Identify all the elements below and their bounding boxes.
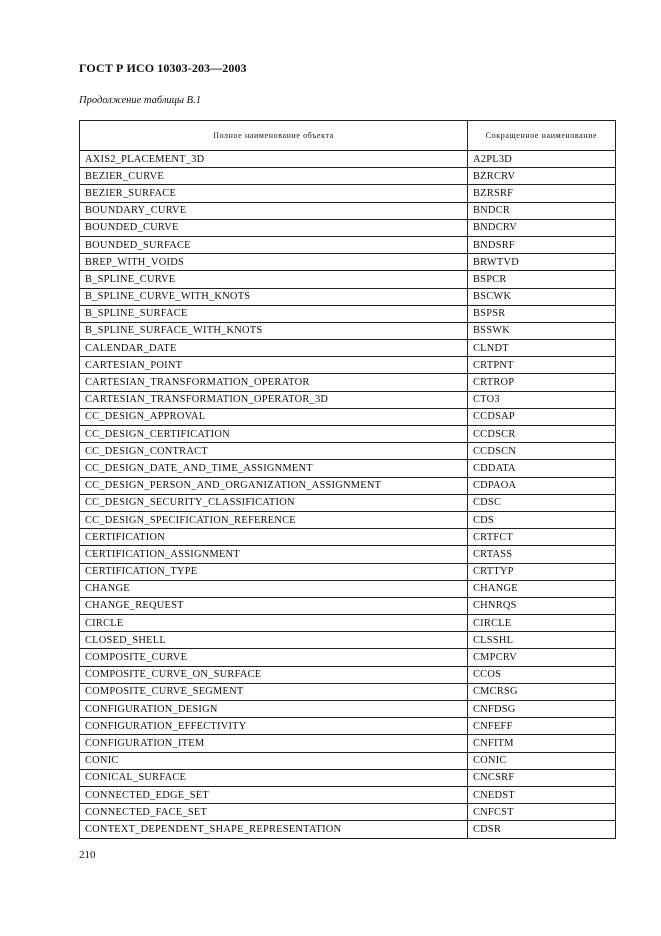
full-name-cell: BOUNDED_CURVE: [80, 219, 468, 236]
page-number: 210: [79, 849, 96, 861]
table-row: [80, 288, 616, 305]
table-row: [80, 305, 616, 322]
abbreviations-table: [79, 120, 616, 839]
short-name-cell: CDSC: [468, 494, 616, 511]
table-row: [80, 236, 616, 253]
short-name-cell: BSCWK: [468, 288, 616, 305]
full-name-cell: CONICAL_SURFACE: [80, 769, 468, 786]
short-name-cell: CNCSRF: [468, 769, 616, 786]
table-header-row: [80, 121, 616, 151]
short-name-cell: CONIC: [468, 752, 616, 769]
full-name-cell: CIRCLE: [80, 615, 468, 632]
table-row: [80, 460, 616, 477]
full-name-cell: CLOSED_SHELL: [80, 632, 468, 649]
full-name-cell: CC_DESIGN_SPECIFICATION_REFERENCE: [80, 511, 468, 528]
short-name-cell: BSPSR: [468, 305, 616, 322]
short-name-cell: CIRCLE: [468, 615, 616, 632]
short-name-cell: CDS: [468, 511, 616, 528]
full-name-cell: CONNECTED_EDGE_SET: [80, 786, 468, 803]
short-name-cell: CDDATA: [468, 460, 616, 477]
short-name-cell: CHANGE: [468, 580, 616, 597]
short-name-cell: CNFEFF: [468, 718, 616, 735]
table-row: [80, 580, 616, 597]
short-name-cell: CHNRQS: [468, 597, 616, 614]
short-name-cell: CLSSHL: [468, 632, 616, 649]
table-row: [80, 408, 616, 425]
table-row: [80, 615, 616, 632]
table-row: [80, 546, 616, 563]
short-name-cell: CNEDST: [468, 786, 616, 803]
short-name-cell: CDPAOA: [468, 477, 616, 494]
short-name-cell: CCDSAP: [468, 408, 616, 425]
full-name-cell: CC_DESIGN_CERTIFICATION: [80, 426, 468, 443]
table-row: [80, 786, 616, 803]
table-row: [80, 701, 616, 718]
short-name-cell: CCOS: [468, 666, 616, 683]
table-row: [80, 666, 616, 683]
full-name-cell: BREP_WITH_VOIDS: [80, 254, 468, 271]
full-name-cell: COMPOSITE_CURVE_ON_SURFACE: [80, 666, 468, 683]
table-row: [80, 151, 616, 168]
table-row: [80, 769, 616, 786]
document-header: ГОСТ Р ИСО 10303-203—2003: [79, 61, 247, 75]
table-row: [80, 168, 616, 185]
short-name-cell: CRTROP: [468, 374, 616, 391]
short-name-cell: CRTASS: [468, 546, 616, 563]
full-name-cell: COMPOSITE_CURVE: [80, 649, 468, 666]
short-name-cell: CNFDSG: [468, 701, 616, 718]
table-row: [80, 271, 616, 288]
table-row: [80, 340, 616, 357]
full-name-cell: B_SPLINE_SURFACE_WITH_KNOTS: [80, 322, 468, 339]
table-row: [80, 597, 616, 614]
short-name-cell: BRWTVD: [468, 254, 616, 271]
short-name-cell: CRTFCT: [468, 529, 616, 546]
table-row: [80, 202, 616, 219]
table-row: [80, 821, 616, 838]
short-name-cell: BNDCRV: [468, 219, 616, 236]
table-row: [80, 735, 616, 752]
full-name-cell: CERTIFICATION_ASSIGNMENT: [80, 546, 468, 563]
full-name-cell: CARTESIAN_POINT: [80, 357, 468, 374]
full-name-cell: BEZIER_CURVE: [80, 168, 468, 185]
short-name-cell: BSPCR: [468, 271, 616, 288]
table-row: [80, 683, 616, 700]
column-header-short-name: Сокращенное наименование: [468, 121, 616, 151]
short-name-cell: CMCRSG: [468, 683, 616, 700]
full-name-cell: BOUNDARY_CURVE: [80, 202, 468, 219]
short-name-cell: CTO3: [468, 391, 616, 408]
full-name-cell: CONFIGURATION_DESIGN: [80, 701, 468, 718]
table-row: [80, 219, 616, 236]
full-name-cell: B_SPLINE_SURFACE: [80, 305, 468, 322]
short-name-cell: A2PL3D: [468, 151, 616, 168]
full-name-cell: CC_DESIGN_PERSON_AND_ORGANIZATION_ASSIGNMENT: [80, 477, 468, 494]
full-name-cell: CC_DESIGN_APPROVAL: [80, 408, 468, 425]
full-name-cell: CERTIFICATION_TYPE: [80, 563, 468, 580]
full-name-cell: B_SPLINE_CURVE: [80, 271, 468, 288]
table-row: [80, 752, 616, 769]
table-row: [80, 254, 616, 271]
short-name-cell: CCDSCR: [468, 426, 616, 443]
full-name-cell: AXIS2_PLACEMENT_3D: [80, 151, 468, 168]
full-name-cell: CC_DESIGN_CONTRACT: [80, 443, 468, 460]
full-name-cell: CONTEXT_DEPENDENT_SHAPE_REPRESENTATION: [80, 821, 468, 838]
short-name-cell: BZRCRV: [468, 168, 616, 185]
full-name-cell: CALENDAR_DATE: [80, 340, 468, 357]
table-row: [80, 322, 616, 339]
short-name-cell: BZRSRF: [468, 185, 616, 202]
full-name-cell: CHANGE_REQUEST: [80, 597, 468, 614]
table-row: [80, 649, 616, 666]
column-header-full-name: Полное наименование объекта: [80, 121, 468, 151]
short-name-cell: CNFITM: [468, 735, 616, 752]
full-name-cell: CONFIGURATION_EFFECTIVITY: [80, 718, 468, 735]
full-name-cell: CARTESIAN_TRANSFORMATION_OPERATOR: [80, 374, 468, 391]
table-body: [80, 151, 616, 839]
full-name-cell: CARTESIAN_TRANSFORMATION_OPERATOR_3D: [80, 391, 468, 408]
full-name-cell: CONIC: [80, 752, 468, 769]
short-name-cell: CDSR: [468, 821, 616, 838]
table-row: [80, 443, 616, 460]
full-name-cell: CONFIGURATION_ITEM: [80, 735, 468, 752]
table-row: [80, 477, 616, 494]
full-name-cell: B_SPLINE_CURVE_WITH_KNOTS: [80, 288, 468, 305]
full-name-cell: CERTIFICATION: [80, 529, 468, 546]
short-name-cell: BNDSRF: [468, 236, 616, 253]
table-row: [80, 185, 616, 202]
full-name-cell: BEZIER_SURFACE: [80, 185, 468, 202]
full-name-cell: CC_DESIGN_DATE_AND_TIME_ASSIGNMENT: [80, 460, 468, 477]
table-row: [80, 511, 616, 528]
full-name-cell: CC_DESIGN_SECURITY_CLASSIFICATION: [80, 494, 468, 511]
full-name-cell: BOUNDED_SURFACE: [80, 236, 468, 253]
table-row: [80, 357, 616, 374]
table-row: [80, 426, 616, 443]
table-row: [80, 632, 616, 649]
short-name-cell: CNFCST: [468, 804, 616, 821]
table-row: [80, 529, 616, 546]
short-name-cell: CRTPNT: [468, 357, 616, 374]
short-name-cell: BNDCR: [468, 202, 616, 219]
table-row: [80, 804, 616, 821]
short-name-cell: CLNDT: [468, 340, 616, 357]
full-name-cell: CONNECTED_FACE_SET: [80, 804, 468, 821]
full-name-cell: COMPOSITE_CURVE_SEGMENT: [80, 683, 468, 700]
short-name-cell: BSSWK: [468, 322, 616, 339]
table-row: [80, 563, 616, 580]
table-row: [80, 374, 616, 391]
short-name-cell: CMPCRV: [468, 649, 616, 666]
table-row: [80, 391, 616, 408]
table-row: [80, 718, 616, 735]
short-name-cell: CCDSCN: [468, 443, 616, 460]
table-caption: Продолжение таблицы В.1: [79, 95, 201, 106]
full-name-cell: CHANGE: [80, 580, 468, 597]
table-row: [80, 494, 616, 511]
short-name-cell: CRTTYP: [468, 563, 616, 580]
